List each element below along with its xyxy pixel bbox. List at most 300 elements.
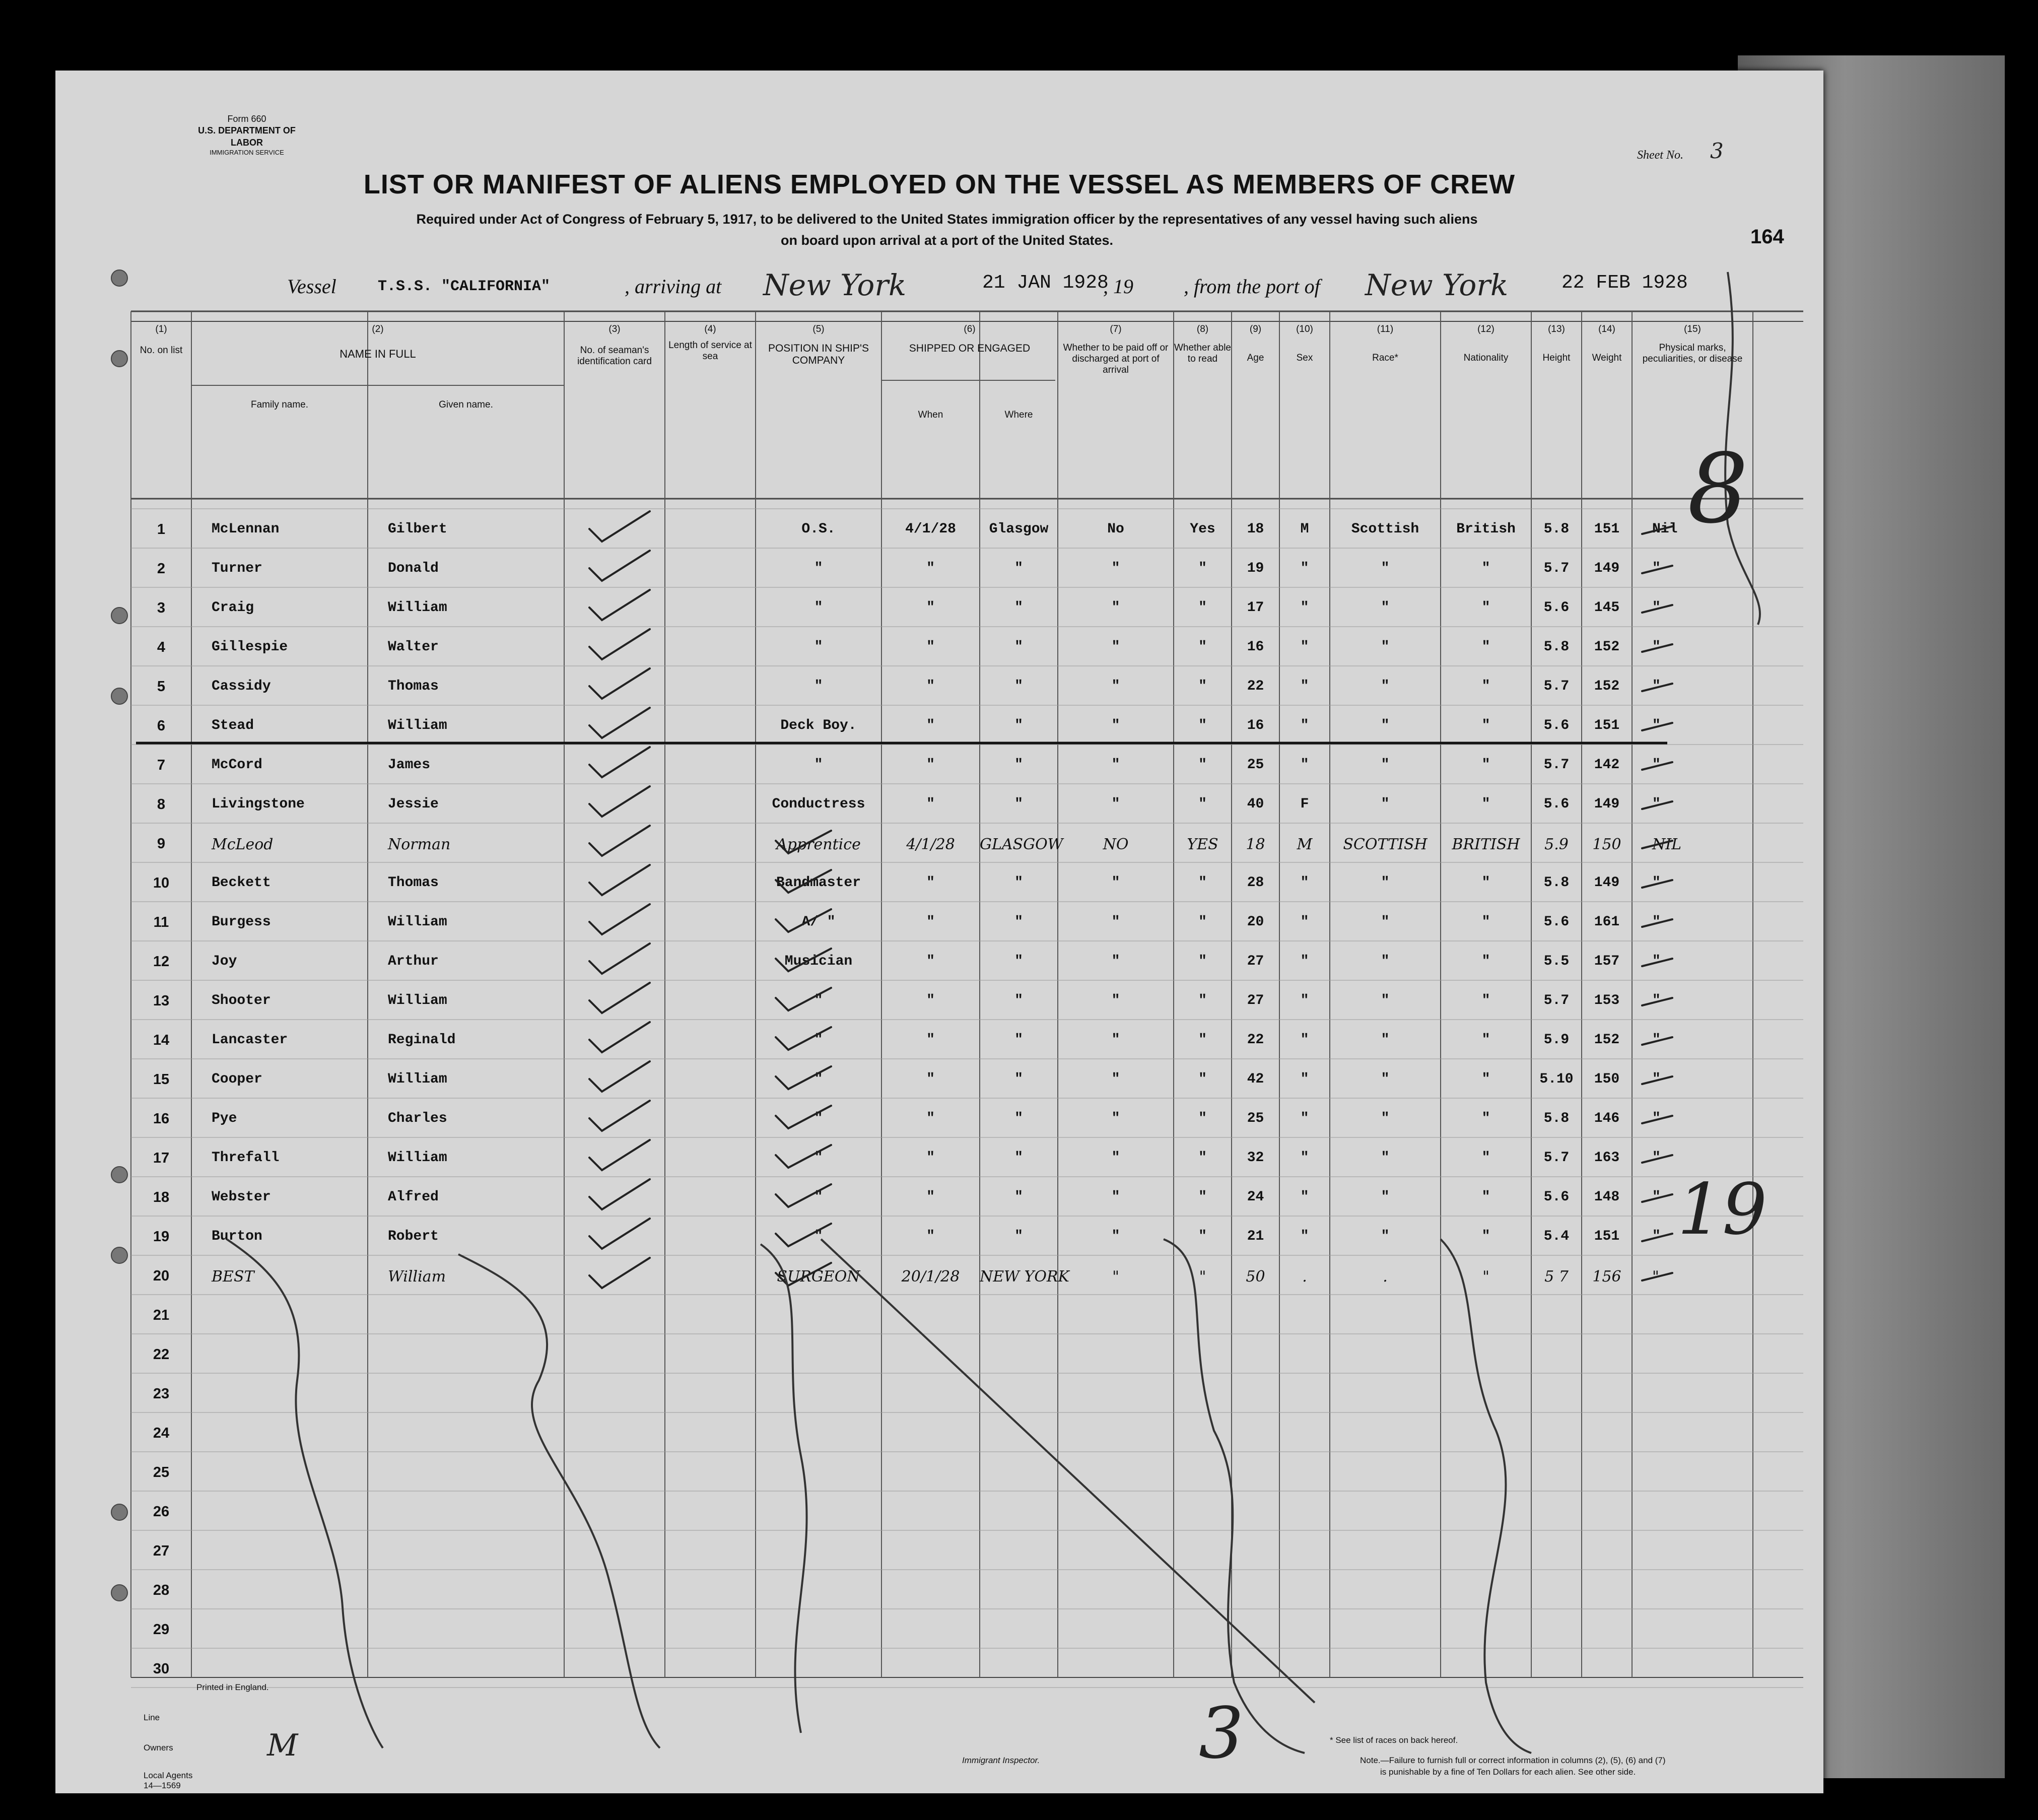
family-name-header: Family name. xyxy=(250,399,309,410)
cell-age: 22 xyxy=(1247,679,1264,694)
cell-family: Burgess xyxy=(212,914,271,930)
given-name-header: Given name. xyxy=(439,399,493,410)
cell-nationality: " xyxy=(1481,993,1490,1008)
cell-height: 5.6 xyxy=(1543,796,1570,812)
cell-nationality: " xyxy=(1481,1189,1490,1205)
cell-position: " xyxy=(814,1111,823,1126)
cell-marks: " xyxy=(1652,954,1661,969)
cell-when: " xyxy=(926,561,935,576)
cell-height: 5.6 xyxy=(1543,600,1570,616)
cell-sex: " xyxy=(1300,1229,1309,1244)
cell-when: " xyxy=(926,954,935,969)
from-port-label: , from the port of xyxy=(1184,275,1320,298)
col-9-header: (9) Age xyxy=(1247,324,1264,363)
cell-given: William xyxy=(388,914,447,930)
cell-race: " xyxy=(1381,679,1390,694)
cell-read: YES xyxy=(1187,836,1218,853)
empty-row-number: 21 xyxy=(153,1307,170,1323)
cell-position: Bandmaster xyxy=(776,875,861,891)
cell-given: Thomas xyxy=(388,875,439,891)
cell-when: " xyxy=(926,993,935,1008)
cell-paid: " xyxy=(1111,1189,1120,1205)
service-name: IMMIGRATION SERVICE xyxy=(210,149,284,157)
cell-no: 5 xyxy=(157,679,166,695)
cell-position: " xyxy=(814,1150,823,1166)
cell-family: Shooter xyxy=(212,993,271,1008)
cell-weight: 149 xyxy=(1594,796,1620,812)
cell-family: McLeod xyxy=(212,836,274,853)
page-title: LIST OR MANIFEST OF ALIENS EMPLOYED ON THE VESSEL AS MEMBERS OF CREW xyxy=(363,169,1516,199)
cell-where: " xyxy=(1014,757,1023,773)
sheet-number: 3 xyxy=(1710,139,1724,163)
col-7-header: (7) Whether to be paid off or discharged at port of arrival xyxy=(1063,324,1169,375)
cell-race: . xyxy=(1383,1268,1388,1286)
cell-where: " xyxy=(1014,914,1023,930)
cell-when: 4/1/28 xyxy=(906,836,955,853)
cell-paid: " xyxy=(1111,1071,1120,1087)
cell-paid: " xyxy=(1111,796,1120,812)
empty-row-number: 30 xyxy=(153,1661,170,1677)
cell-race: Scottish xyxy=(1351,521,1419,537)
col-6-header: (6) SHIPPED OR ENGAGED xyxy=(909,324,1031,354)
form-number: Form 660 xyxy=(227,114,266,124)
cell-weight: 152 xyxy=(1594,1032,1620,1048)
col-5-header: (5) POSITION IN SHIP'S COMPANY xyxy=(768,324,869,366)
cell-family: Burton xyxy=(212,1229,262,1244)
cell-nationality: BRITISH xyxy=(1452,836,1520,853)
cell-no: 3 xyxy=(157,600,166,616)
cell-paid: " xyxy=(1111,600,1120,616)
cell-position: SURGEON xyxy=(777,1268,860,1286)
cell-weight: 145 xyxy=(1594,600,1620,616)
cell-no: 19 xyxy=(153,1229,170,1245)
cell-height: 5.4 xyxy=(1543,1229,1570,1244)
cell-when: " xyxy=(926,1150,935,1166)
cell-read: " xyxy=(1198,757,1207,773)
cell-height: 5.8 xyxy=(1543,875,1570,891)
cell-where: " xyxy=(1014,1071,1023,1087)
cell-race: " xyxy=(1381,1189,1390,1205)
cell-race: " xyxy=(1381,875,1390,891)
empty-row-number: 28 xyxy=(153,1582,170,1598)
cell-given: James xyxy=(388,757,431,773)
cell-when: " xyxy=(926,796,935,812)
cell-position: O.S. xyxy=(801,521,836,537)
cell-height: 5.10 xyxy=(1539,1071,1574,1087)
cell-marks: " xyxy=(1652,1189,1661,1205)
cell-family: BEST xyxy=(212,1268,254,1286)
cell-given: Jessie xyxy=(388,796,439,812)
cell-where: " xyxy=(1014,679,1023,694)
cell-given: Alfred xyxy=(388,1189,439,1205)
cell-no: 14 xyxy=(153,1032,170,1048)
empty-row-number: 27 xyxy=(153,1543,170,1559)
cell-race: " xyxy=(1381,1071,1390,1087)
empty-row-number: 24 xyxy=(153,1425,170,1441)
cell-when: " xyxy=(926,1032,935,1048)
cell-where: " xyxy=(1014,1111,1023,1126)
department-name: U.S. DEPARTMENT OF LABOR xyxy=(198,125,296,148)
cell-height: 5.6 xyxy=(1543,718,1570,733)
cell-race: " xyxy=(1381,1229,1390,1244)
cell-paid: " xyxy=(1111,1032,1120,1048)
pencil-annotations xyxy=(55,71,1823,1793)
cell-where: " xyxy=(1014,561,1023,576)
cell-age: 28 xyxy=(1247,875,1264,891)
owners-label: Owners xyxy=(144,1743,173,1752)
cell-sex: " xyxy=(1300,561,1309,576)
cell-nationality: " xyxy=(1481,1111,1490,1126)
cell-paid: " xyxy=(1111,1150,1120,1166)
cell-height: 5.7 xyxy=(1543,679,1570,694)
cell-age: 27 xyxy=(1247,954,1264,969)
cell-no: 1 xyxy=(157,521,166,537)
cell-read: " xyxy=(1199,1268,1206,1286)
cell-position: Deck Boy. xyxy=(780,718,857,733)
cell-no: 17 xyxy=(153,1150,170,1166)
cell-age: 32 xyxy=(1247,1150,1264,1166)
cell-no: 20 xyxy=(153,1268,170,1284)
cell-age: 19 xyxy=(1247,561,1264,576)
cell-nationality: " xyxy=(1481,914,1490,930)
cell-sex: M xyxy=(1300,521,1309,537)
col-1-header: (1) No. on list xyxy=(140,324,183,356)
cell-no: 16 xyxy=(153,1111,170,1127)
cell-marks: " xyxy=(1652,1032,1661,1048)
cell-race: " xyxy=(1381,639,1390,655)
cell-weight: 151 xyxy=(1594,521,1620,537)
col-3-header: (3) No. of seaman's identification card xyxy=(577,324,652,367)
cell-age: 25 xyxy=(1247,757,1264,773)
cell-height: 5.9 xyxy=(1543,1032,1570,1048)
cell-nationality: " xyxy=(1481,639,1490,655)
cell-no: 8 xyxy=(157,796,166,813)
cell-height: 5.8 xyxy=(1543,639,1570,655)
cell-when: " xyxy=(926,679,935,694)
cell-sex: F xyxy=(1300,796,1309,812)
cell-marks: " xyxy=(1652,718,1661,733)
cell-age: 17 xyxy=(1247,600,1264,616)
cell-age: 16 xyxy=(1247,639,1264,655)
cell-race: " xyxy=(1381,1150,1390,1166)
cell-marks: " xyxy=(1652,875,1661,891)
cell-when: " xyxy=(926,639,935,655)
cell-weight: 152 xyxy=(1594,639,1620,655)
vessel-label: Vessel xyxy=(287,275,336,298)
cell-height: 5.8 xyxy=(1543,521,1570,537)
cell-family: Cassidy xyxy=(212,679,271,694)
subtitle-line-1: Required under Act of Congress of February 5, 1917, to be delivered to the United States immigration officer by the representatives of any vessel having such aliens xyxy=(416,212,1478,227)
cell-paid: " xyxy=(1111,561,1120,576)
cell-when: " xyxy=(926,914,935,930)
cell-race: " xyxy=(1381,1032,1390,1048)
cell-given: Charles xyxy=(388,1111,447,1126)
cell-weight: 150 xyxy=(1594,1071,1620,1087)
cell-weight: 152 xyxy=(1594,679,1620,694)
cell-when: " xyxy=(926,718,935,733)
arriving-port: New York xyxy=(763,268,907,302)
cell-age: 20 xyxy=(1247,914,1264,930)
cell-age: 24 xyxy=(1247,1189,1264,1205)
cell-where: " xyxy=(1014,1189,1023,1205)
cell-marks: Nil xyxy=(1652,521,1678,537)
total-count: 19 xyxy=(1677,1169,1768,1251)
cell-marks: " xyxy=(1652,1111,1661,1126)
cell-paid: NO xyxy=(1103,836,1129,853)
where-header: Where xyxy=(1004,410,1033,420)
cell-read: " xyxy=(1198,1071,1207,1087)
cell-age: 50 xyxy=(1246,1268,1265,1286)
cell-marks: " xyxy=(1652,1150,1661,1166)
cell-sex: " xyxy=(1300,875,1309,891)
cell-race: " xyxy=(1381,718,1390,733)
cell-sex: M xyxy=(1297,836,1313,853)
cell-sex: . xyxy=(1302,1268,1307,1286)
cell-family: Webster xyxy=(212,1189,271,1205)
cell-weight: 157 xyxy=(1594,954,1620,969)
cell-where: " xyxy=(1014,600,1023,616)
cell-paid: " xyxy=(1111,954,1120,969)
cell-race: " xyxy=(1381,993,1390,1008)
cell-weight: 150 xyxy=(1592,836,1621,853)
sheet-label: Sheet No. xyxy=(1637,149,1683,162)
cell-read: " xyxy=(1198,600,1207,616)
cell-when: " xyxy=(926,757,935,773)
cell-marks: " xyxy=(1652,1071,1661,1087)
arriving-label: , arriving at xyxy=(625,275,722,298)
empty-row-number: 25 xyxy=(153,1464,170,1480)
cell-where: " xyxy=(1014,1032,1023,1048)
cell-where: " xyxy=(1014,796,1023,812)
cell-marks: " xyxy=(1652,561,1661,576)
cell-no: 10 xyxy=(153,875,170,891)
cell-read: " xyxy=(1198,639,1207,655)
inspector-label: Immigrant Inspector. xyxy=(962,1756,1040,1765)
cell-paid: " xyxy=(1111,639,1120,655)
col-4-header: (4) Length of service at sea xyxy=(668,324,752,362)
cell-marks: " xyxy=(1652,757,1661,773)
col-15-header: (15) Physical marks, peculiarities, or disease xyxy=(1642,324,1743,364)
cell-read: " xyxy=(1198,1111,1207,1126)
cell-height: 5.7 xyxy=(1543,993,1570,1008)
cell-no: 7 xyxy=(157,757,166,773)
cell-marks: NIL xyxy=(1652,836,1682,853)
cell-paid: " xyxy=(1111,718,1120,733)
cell-position: " xyxy=(814,561,823,576)
cell-weight: 153 xyxy=(1594,993,1620,1008)
cell-height: 5.7 xyxy=(1543,561,1570,576)
cell-position: " xyxy=(814,1071,823,1087)
cell-weight: 146 xyxy=(1594,1111,1620,1126)
cell-read: " xyxy=(1198,1189,1207,1205)
cell-position: A/ " xyxy=(801,914,836,930)
cell-height: 5.8 xyxy=(1543,1111,1570,1126)
cell-sex: " xyxy=(1300,1071,1309,1087)
cell-marks: " xyxy=(1652,679,1661,694)
cell-given: William xyxy=(388,1268,446,1286)
cell-family: Livingstone xyxy=(212,796,305,812)
cell-when: " xyxy=(926,1111,935,1126)
cell-where: Glasgow xyxy=(989,521,1049,537)
cell-family: Pye xyxy=(212,1111,237,1126)
cell-read: " xyxy=(1198,679,1207,694)
cell-given: Reginald xyxy=(388,1032,456,1048)
cell-given: Norman xyxy=(388,836,451,853)
cell-given: Walter xyxy=(388,639,439,655)
cell-sex: " xyxy=(1300,993,1309,1008)
cell-age: 22 xyxy=(1247,1032,1264,1048)
cell-race: " xyxy=(1381,600,1390,616)
cell-position: Conductress xyxy=(772,796,865,812)
cell-read: " xyxy=(1198,1032,1207,1048)
cell-family: Joy xyxy=(212,954,237,969)
cell-read: " xyxy=(1198,561,1207,576)
cell-position: " xyxy=(814,1189,823,1205)
printed-note: Printed in England. xyxy=(196,1682,269,1692)
cell-when: " xyxy=(926,1229,935,1244)
arrival-date-stamp: 21 JAN 1928 xyxy=(982,272,1109,294)
cell-age: 21 xyxy=(1247,1229,1264,1244)
cell-position: " xyxy=(814,993,823,1008)
cell-race: " xyxy=(1381,1111,1390,1126)
cell-height: 5.6 xyxy=(1543,1189,1570,1205)
cell-nationality: " xyxy=(1481,796,1490,812)
cell-height: 5.7 xyxy=(1543,1150,1570,1166)
cell-no: 12 xyxy=(153,954,170,970)
cell-read: " xyxy=(1198,718,1207,733)
cell-when: " xyxy=(926,600,935,616)
cell-height: 5.6 xyxy=(1543,914,1570,930)
cell-nationality: " xyxy=(1481,679,1490,694)
cell-where: " xyxy=(1014,993,1023,1008)
cell-no: 9 xyxy=(157,836,166,852)
col-14-header: (14) Weight xyxy=(1592,324,1622,363)
cell-age: 18 xyxy=(1247,521,1264,537)
line-label: Line xyxy=(144,1713,160,1722)
cell-when: 20/1/28 xyxy=(901,1268,960,1286)
cell-where: " xyxy=(1014,639,1023,655)
cell-nationality: " xyxy=(1481,1229,1490,1244)
cell-read: " xyxy=(1198,914,1207,930)
cell-sex: " xyxy=(1300,1111,1309,1126)
cell-age: 40 xyxy=(1247,796,1264,812)
cell-paid: " xyxy=(1111,875,1120,891)
cell-weight: 148 xyxy=(1594,1189,1620,1205)
cell-sex: " xyxy=(1300,757,1309,773)
cell-race: SCOTTISH xyxy=(1343,836,1428,853)
when-header: When xyxy=(918,410,943,420)
cell-race: " xyxy=(1381,954,1390,969)
cell-where: " xyxy=(1014,875,1023,891)
cell-where: " xyxy=(1014,1150,1023,1166)
cell-when: " xyxy=(926,875,935,891)
cell-paid: " xyxy=(1111,1111,1120,1126)
cell-family: Beckett xyxy=(212,875,271,891)
cell-family: Cooper xyxy=(212,1071,262,1087)
cell-given: William xyxy=(388,1150,447,1166)
cell-sex: " xyxy=(1300,679,1309,694)
cell-nationality: " xyxy=(1481,561,1490,576)
cell-given: Arthur xyxy=(388,954,439,969)
cell-read: " xyxy=(1198,1150,1207,1166)
cell-position: " xyxy=(814,639,823,655)
penalty-note-2: is punishable by a fine of Ten Dollars for each alien. See other side. xyxy=(1380,1767,1636,1777)
departure-date-stamp: 22 FEB 1928 xyxy=(1561,272,1688,294)
margin-tally-8: 8 xyxy=(1687,433,1748,545)
cell-nationality: " xyxy=(1481,875,1490,891)
cell-given: Donald xyxy=(388,561,439,576)
cell-paid: " xyxy=(1112,1268,1119,1286)
col-2-header: (2) NAME IN FULL xyxy=(339,324,416,360)
cell-position: " xyxy=(814,757,823,773)
cell-sex: " xyxy=(1300,1032,1309,1048)
cell-paid: " xyxy=(1111,679,1120,694)
cell-race: " xyxy=(1381,796,1390,812)
cell-sex: " xyxy=(1300,914,1309,930)
cell-nationality: " xyxy=(1481,718,1490,733)
cell-given: William xyxy=(388,993,447,1008)
cell-read: " xyxy=(1198,796,1207,812)
cell-read: " xyxy=(1198,954,1207,969)
cell-nationality: " xyxy=(1481,600,1490,616)
cell-no: 11 xyxy=(153,914,169,930)
cell-age: 25 xyxy=(1247,1111,1264,1126)
empty-row-number: 29 xyxy=(153,1622,170,1638)
agents-label: Local Agents xyxy=(144,1771,193,1780)
cell-age: 27 xyxy=(1247,993,1264,1008)
cell-family: Threfall xyxy=(212,1150,280,1166)
cell-read: " xyxy=(1198,875,1207,891)
cell-weight: 163 xyxy=(1594,1150,1620,1166)
cell-where: NEW YORK xyxy=(980,1268,1069,1286)
year-label: , 19 xyxy=(1103,275,1133,298)
cell-read: Yes xyxy=(1190,521,1215,537)
cell-family: Gillespie xyxy=(212,639,288,655)
col-8-header: (8) Whether able to read xyxy=(1174,324,1231,364)
cell-weight: 156 xyxy=(1592,1268,1621,1286)
cell-age: 16 xyxy=(1247,718,1264,733)
cell-position: " xyxy=(814,1032,823,1048)
cell-paid: " xyxy=(1111,757,1120,773)
cell-weight: 142 xyxy=(1594,757,1620,773)
cell-where: " xyxy=(1014,718,1023,733)
cell-given: Thomas xyxy=(388,679,439,694)
vessel-name: T.S.S. "CALIFORNIA" xyxy=(378,278,551,295)
cell-family: Stead xyxy=(212,718,254,733)
cell-marks: " xyxy=(1652,993,1661,1008)
cell-age: 18 xyxy=(1246,836,1265,853)
cell-no: 18 xyxy=(153,1189,170,1205)
cell-position: " xyxy=(814,1229,823,1244)
cell-sex: " xyxy=(1300,1150,1309,1166)
cell-marks: " xyxy=(1652,796,1661,812)
cell-position: Musician xyxy=(784,954,853,969)
col-12-header: (12) Nationality xyxy=(1463,324,1509,363)
cell-weight: 149 xyxy=(1594,561,1620,576)
cell-weight: 151 xyxy=(1594,1229,1620,1244)
cell-family: Lancaster xyxy=(212,1032,288,1048)
cell-read: " xyxy=(1198,993,1207,1008)
pencil-mark-3: 3 xyxy=(1199,1693,1244,1775)
cell-family: McCord xyxy=(212,757,262,773)
empty-row-number: 22 xyxy=(153,1346,170,1363)
cell-nationality: " xyxy=(1481,757,1490,773)
cell-family: Turner xyxy=(212,561,262,576)
cell-where: " xyxy=(1014,954,1023,969)
cell-where: " xyxy=(1014,1229,1023,1244)
cell-height: 5.5 xyxy=(1543,954,1570,969)
cell-given: William xyxy=(388,1071,447,1087)
